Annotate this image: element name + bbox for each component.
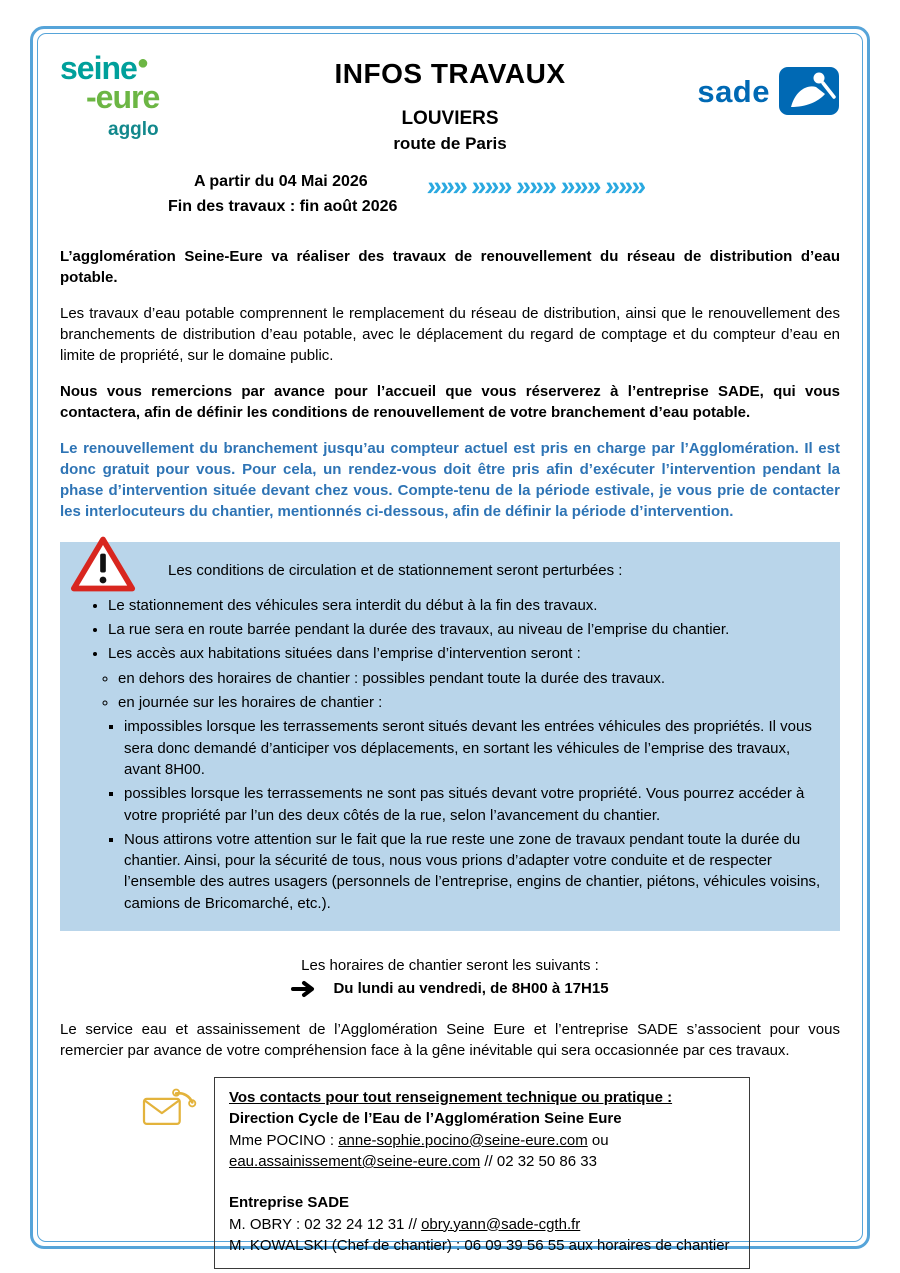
email-link-pocino[interactable]: anne-sophie.pocino@seine-eure.com <box>338 1131 588 1149</box>
chevrons-icon: »»» »»» »»» »»» »»» <box>425 171 647 201</box>
contact-sade-title: Entreprise SADE <box>229 1194 350 1212</box>
contact-obry-label: M. OBRY : 02 32 24 12 31 // <box>229 1215 422 1233</box>
spacer <box>229 1172 735 1192</box>
dates-block <box>168 170 840 220</box>
body-text <box>60 246 840 522</box>
street-subtitle: route de Paris <box>393 134 507 153</box>
contact-line-kowalski: M. KOWALSKI (Chef de chantier) : 06 09 39 56 55 aux horaires de chantier <box>229 1236 730 1254</box>
list-item: • Le stationnement des véhicules sera interdit du début à la fin des travaux. <box>108 595 824 616</box>
closing-paragraph: Le service eau et assainissement de l’Agglomération Seine Eure et l’entreprise SADE s’associent pour vous remercier par avance de votre compréhension face à la gêne inévitable qui sera occasionnée par ces travaux. <box>60 1021 840 1060</box>
header <box>60 48 840 154</box>
contact-line-eau <box>229 1151 735 1172</box>
page <box>37 33 863 1254</box>
seine-eure-logo-word1: seine● <box>60 50 148 86</box>
notice-list-level1 <box>76 595 824 665</box>
paragraph-thanks-sade: Nous vous remercions par avance pour l’accueil que vous réserverez à l’entreprise SADE, qui vous contactera, afin de définir les conditions de renouvellement de votre branchement d’eau potable. <box>60 382 840 421</box>
email-link-eau-assainissement[interactable]: eau.assainissement@seine-eure.com <box>229 1152 481 1170</box>
sade-logo-text: sade <box>697 73 770 109</box>
seine-eure-agglo-logo <box>60 48 230 139</box>
arrow-right-icon <box>291 981 321 997</box>
start-date: A partir du 04 Mai 2026 <box>194 173 368 190</box>
list-item: ◦ en dehors des horaires de chantier : possibles pendant toute la durée des travaux. <box>118 668 824 689</box>
page-title: INFOS TRAVAUX <box>334 58 566 89</box>
list-item: • Les accès aux habitations situées dans l’emprise d’intervention seront : <box>108 643 824 664</box>
schedule-block <box>60 957 840 997</box>
schedule-intro: Les horaires de chantier seront les suivants : <box>301 957 599 975</box>
contact-line-obry <box>229 1214 735 1235</box>
paragraph-branchement-blue: Le renouvellement du branchement jusqu’au compteur actuel est pris en charge par l’Agglomération. Il est donc gratuit pour vous. Pour cela, un rendez-vous doit être pris afin d’exécuter l’intervention pendant la phase d’intervention située devant chez vous. Compte-tenu de la période estivale, je vous prie de contacter les interlocuteurs du chantier, mentionnés ci-dessous, afin de définir la période d’intervention. <box>60 439 840 520</box>
header-titles <box>230 48 670 154</box>
schedule-hours-text: Du lundi au vendredi, de 8H00 à 17H15 <box>333 980 609 998</box>
contact-line-pocino <box>229 1130 735 1151</box>
notice-list-level3 <box>76 716 824 914</box>
list-item: ◦ en journée sur les horaires de chantier : <box>118 692 824 713</box>
contact-direction-title: Direction Cycle de l’Eau de l’Agglomération Seine Eure <box>229 1110 622 1128</box>
envelope-phone-icon <box>138 1077 200 1131</box>
page-border-frame <box>30 26 870 1254</box>
sade-logo <box>670 48 840 116</box>
paragraph-intro: L’agglomération Seine-Eure va réaliser des travaux de renouvellement du réseau de distribution d’eau potable. <box>60 247 840 286</box>
list-item: ▪ possibles lorsque les terrassements ne sont pas situés devant votre propriété. Vous pourrez accéder à votre propriété par l’un des deux côtés de la rue, selon l’avancement du chantier. <box>124 783 824 826</box>
notice-list-level2 <box>76 668 824 714</box>
list-item: ▪ Nous attirons votre attention sur le fait que la rue reste une zone de travaux pendant toute la durée du chantier. Ainsi, pour la sécurité de tous, nous vous prions d’adapter votre conduite et de respecter l’ensemble des autres usagers (personnels de l’entreprise, engins de chantier, piétons, véhicules voisins, camions de Bricomarché, etc.). <box>124 829 824 914</box>
seine-eure-logo-agglo: agglo <box>108 118 159 140</box>
paragraph-works-description: Les travaux d’eau potable comprennent le remplacement du réseau de distribution, ainsi que le renouvellement des branchements de distribution d’eau potable, avec le déplacement du regard de comptage et du compteur d’eau en limite de propriété, sur le domaine public. <box>60 304 840 364</box>
list-item: ▪ impossibles lorsque les terrassements seront situés devant les entrées véhicules des propriétés. Il vous sera donc demandé d’anticiper vos déplacements, en sortant les véhicules de l’emprise des travaux, avant 8H00. <box>124 716 824 780</box>
contact-box <box>214 1077 750 1269</box>
seine-eure-logo-word2: -eure <box>86 78 160 115</box>
email-link-obry[interactable]: obry.yann@sade-cgth.fr <box>421 1215 581 1233</box>
contacts-section <box>60 1077 840 1269</box>
logo-dot-icon: ● <box>136 52 148 74</box>
traffic-notice-box <box>60 542 840 931</box>
city-subtitle: LOUVIERS <box>401 108 499 129</box>
notice-intro: Les conditions de circulation et de stationnement seront perturbées : <box>168 561 623 579</box>
dates-text <box>168 170 397 220</box>
contact-heading: Vos contacts pour tout renseignement technique ou pratique : <box>229 1089 673 1107</box>
sade-worker-icon <box>778 66 840 116</box>
end-date: Fin des travaux : fin août 2026 <box>168 197 398 215</box>
warning-icon <box>70 534 136 594</box>
list-item: • La rue sera en route barrée pendant la durée des travaux, au niveau de l’emprise du chantier. <box>108 619 824 640</box>
contact-pocino-label: Mme POCINO : <box>229 1131 339 1149</box>
contact-eau-phone: // 02 32 50 86 33 <box>480 1152 597 1170</box>
contact-pocino-suffix: ou <box>587 1131 609 1149</box>
